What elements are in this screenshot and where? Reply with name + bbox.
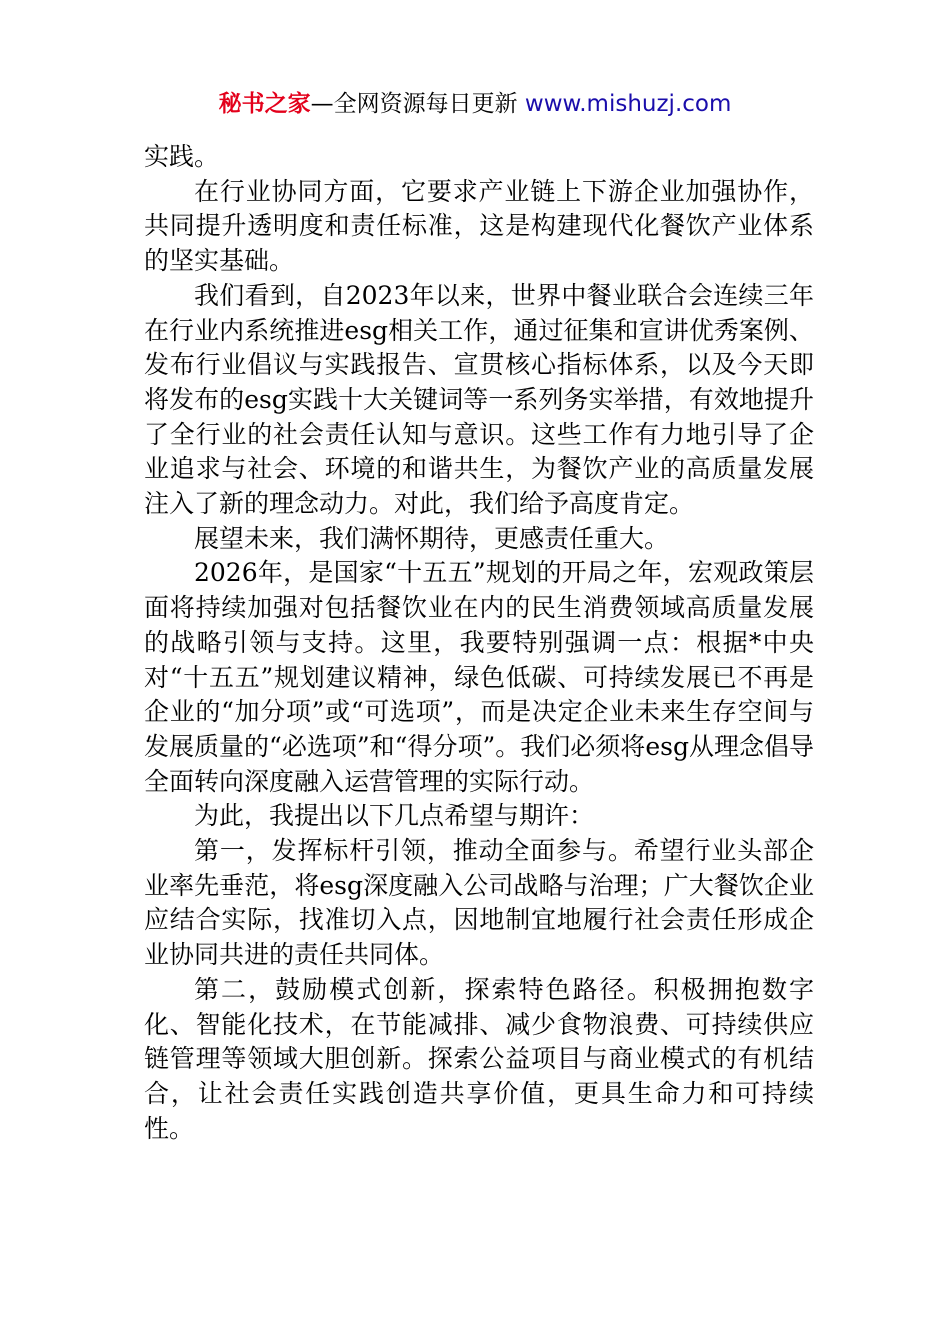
site-brand: 秘书之家 xyxy=(218,91,311,117)
paragraph: 第二，鼓励模式创新，探索特色路径。积极拥抱数字化、智能化技术，在节能减排、减少食物浪费、可持续供应链管理等领域大胆创新。探索公益项目与商业模式的有机结合，让社会责任实践创造共享价值，更具生命力和可持续性。 xyxy=(144,974,814,1143)
paragraph: 我们看到，自2023年以来，世界中餐业联合会连续三年在行业内系统推进esg相关工作，通过征集和宣讲优秀案例、发布行业倡议与实践报告、宣贯核心指标体系，以及今天即将发布的esg实践十大关键词等一系列务实举措，有效地提升了全行业的社会责任认知与意识。这些工作有力地引导了企业追求与社会、环境的和谐共生，为餐饮产业的高质量发展注入了新的理念动力。对此，我们给予高度肯定。 xyxy=(144,280,814,519)
site-tagline: —全网资源每日更新 xyxy=(310,91,525,117)
paragraph: 第一，发挥标杆引领，推动全面参与。希望行业头部企业率先垂范，将esg深度融入公司战略与治理；广大餐饮企业应结合实际，找准切入点，因地制宜地履行社会责任形成企业协同共进的责任共同体。 xyxy=(144,836,814,970)
paragraph: 2026年，是国家“十五五”规划的开局之年，宏观政策层面将持续加强对包括餐饮业在内的民生消费领域高质量发展的战略引领与支持。这里，我要特别强调一点：根据*中央对“十五五”规划建议精神，绿色低碳、可持续发展已不再是企业的“加分项”或“可选项”，而是决定企业未来生存空间与发展质量的“必选项”和“得分项”。我们必须将esg从理念倡导全面转向深度融入运营管理的实际行动。 xyxy=(144,558,814,796)
site-url-link[interactable]: www.mishuzj.com xyxy=(524,91,732,117)
paragraph-continuation: 实践。 xyxy=(144,142,220,171)
paragraph: 为此，我提出以下几点希望与期许： xyxy=(194,801,595,831)
paragraph: 在行业协同方面，它要求产业链上下游企业加强协作，共同提升透明度和责任标准，这是构建现代化餐饮产业体系的坚实基础。 xyxy=(144,176,814,276)
paragraph: 展望未来，我们满怀期待，更感责任重大。 xyxy=(194,523,670,553)
site-header xyxy=(0,86,950,122)
document-body xyxy=(144,140,814,1146)
